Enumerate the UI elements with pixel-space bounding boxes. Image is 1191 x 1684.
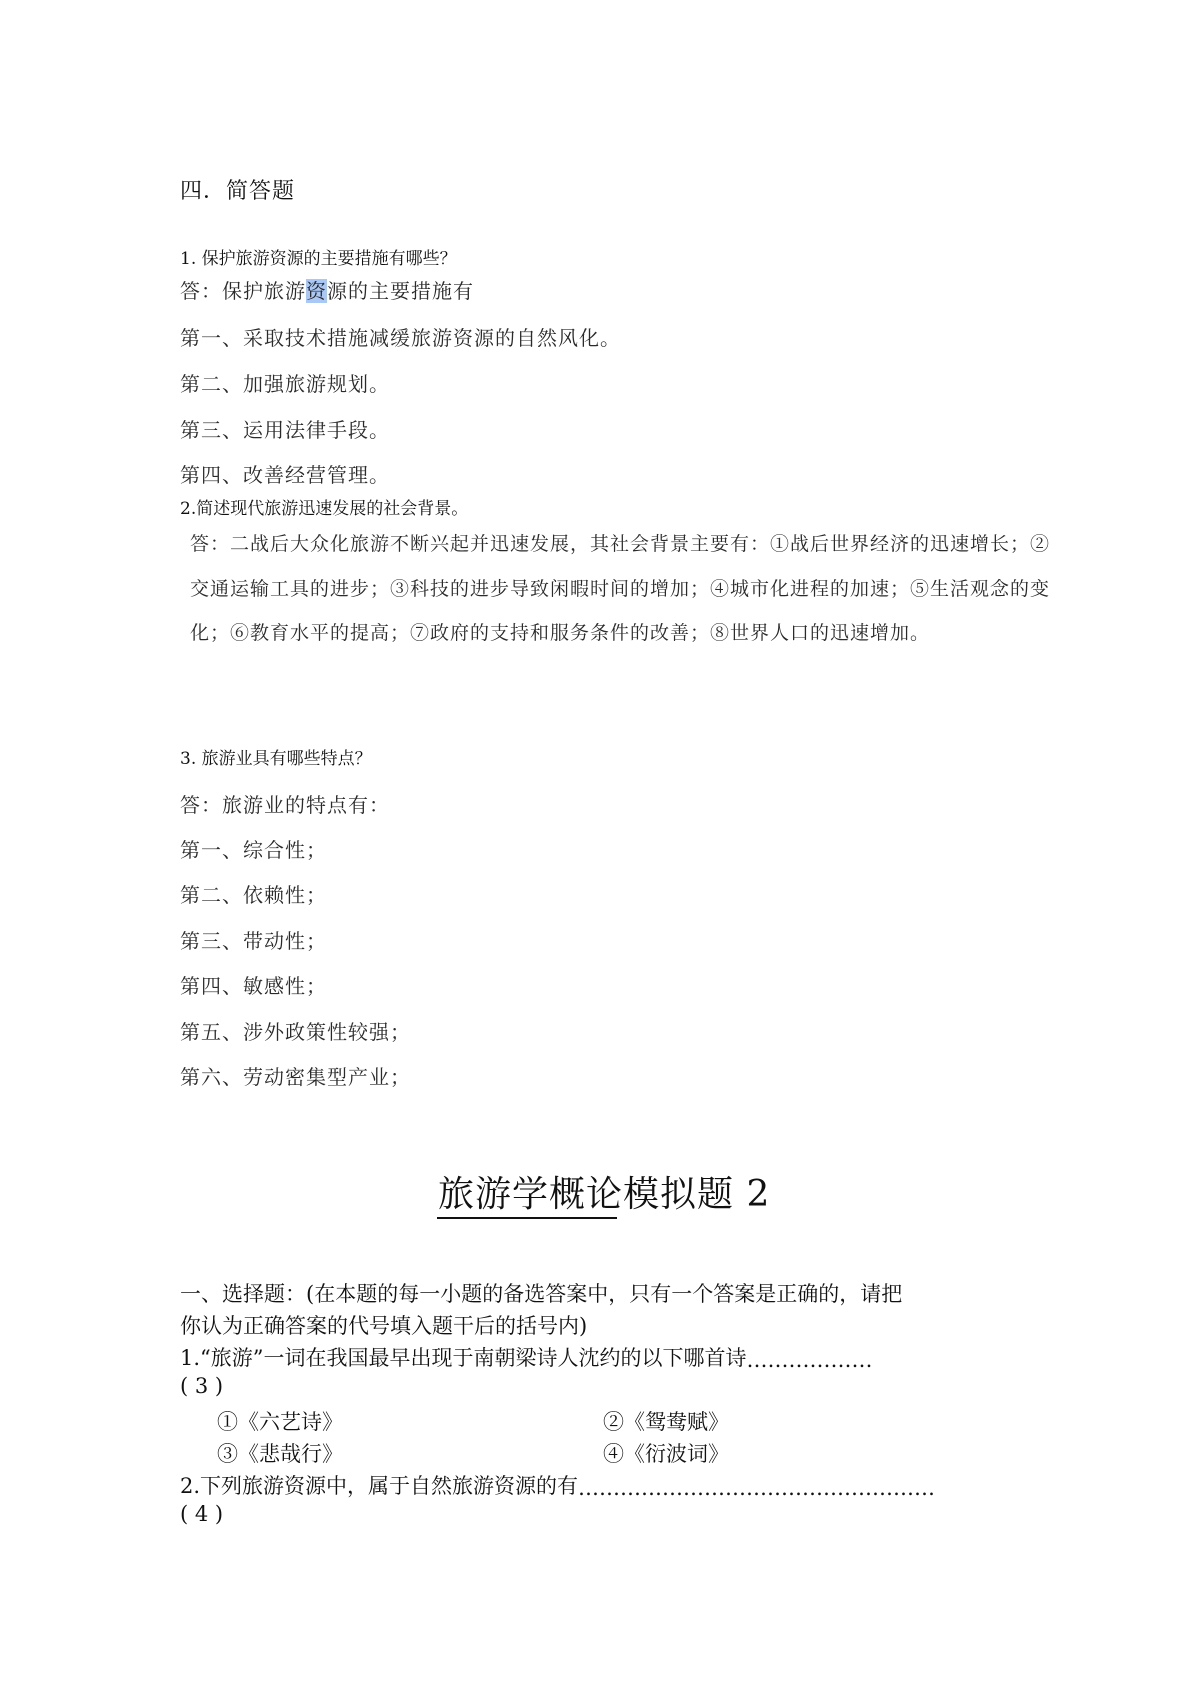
title-underline (437, 1217, 617, 1219)
answer-1-intro (180, 275, 474, 304)
mc-question-2-answer: ( 4 ) (180, 1502, 224, 1526)
mc-option: ③《悲哉行》 (217, 1442, 343, 1466)
answer-1-point: 第二、加强旅游规划。 (180, 372, 390, 396)
mc-question-1-stem: 1.“旅游”一词在我国最早出现于南朝梁诗人沈约的以下哪首诗 (180, 1346, 747, 1370)
answer-3-point: 第六、劳动密集型产业； (180, 1065, 411, 1089)
selected-text[interactable]: 资 (306, 279, 327, 303)
answer-3-intro: 答：旅游业的特点有： (180, 793, 390, 817)
answer-3-point: 第一、综合性； (180, 838, 327, 862)
mc-option: ②《鸳鸯赋》 (603, 1410, 729, 1434)
question-1: 1. 保护旅游资源的主要措施有哪些？ (180, 249, 457, 269)
mc-option: ①《六艺诗》 (217, 1410, 343, 1434)
question-3: 3. 旅游业具有哪些特点？ (180, 749, 372, 769)
answer-1-point: 第三、运用法律手段。 (180, 418, 390, 442)
answer-3-point: 第四、敏感性； (180, 974, 327, 998)
mc-question-2-stem: 2.下列旅游资源中，属于自然旅游资源的有 (180, 1474, 579, 1498)
mc-question-2 (180, 1470, 963, 1500)
section-1-instructions-line1: 一、选择题：(在本题的每一小题的备选答案中，只有一个答案是正确的，请把 (180, 1282, 903, 1306)
answer-2-paragraph: 答：二战后大众化旅游不断兴起并迅速发展，其社会背景主要有：①战后世界经济的迅速增长；②交通运输工具的进步；③科技的进步导致闲暇时间的增加；④城市化进程的加速；⑤生活观念的变化；⑥教育水平的提高；⑦政府的支持和服务条件的改善；⑧世界人口的迅速增加。 (190, 533, 1051, 644)
mc-question-1-answer: ( 3 ) (180, 1374, 224, 1398)
answer-3-point: 第三、带动性； (180, 929, 327, 953)
answer-1-point: 第四、改善经营管理。 (180, 463, 390, 487)
mc-question-1 (180, 1342, 897, 1372)
exam-title: 旅游学概论模拟题 2 (438, 1174, 771, 1215)
answer-1-point: 第一、采取技术措施减缓旅游资源的自然风化。 (180, 326, 621, 350)
answer-3-point: 第二、依赖性； (180, 883, 327, 907)
section-1-instructions-line2: 你认为正确答案的代号填入题干后的括号内) (180, 1314, 588, 1338)
section-heading: 四．简答题 (180, 179, 296, 204)
question-2: 2.简述现代旅游迅速发展的社会背景。 (180, 499, 469, 519)
mc-option: ④《衍波词》 (603, 1442, 729, 1466)
leader-dots: ……………… (746, 1348, 873, 1372)
answer-1-post: 源的主要措施有 (327, 279, 474, 303)
answer-1-pre: 答：保护旅游 (180, 279, 306, 303)
answer-3-point: 第五、涉外政策性较强； (180, 1020, 411, 1044)
leader-dots: …………………………………………… (578, 1476, 936, 1500)
